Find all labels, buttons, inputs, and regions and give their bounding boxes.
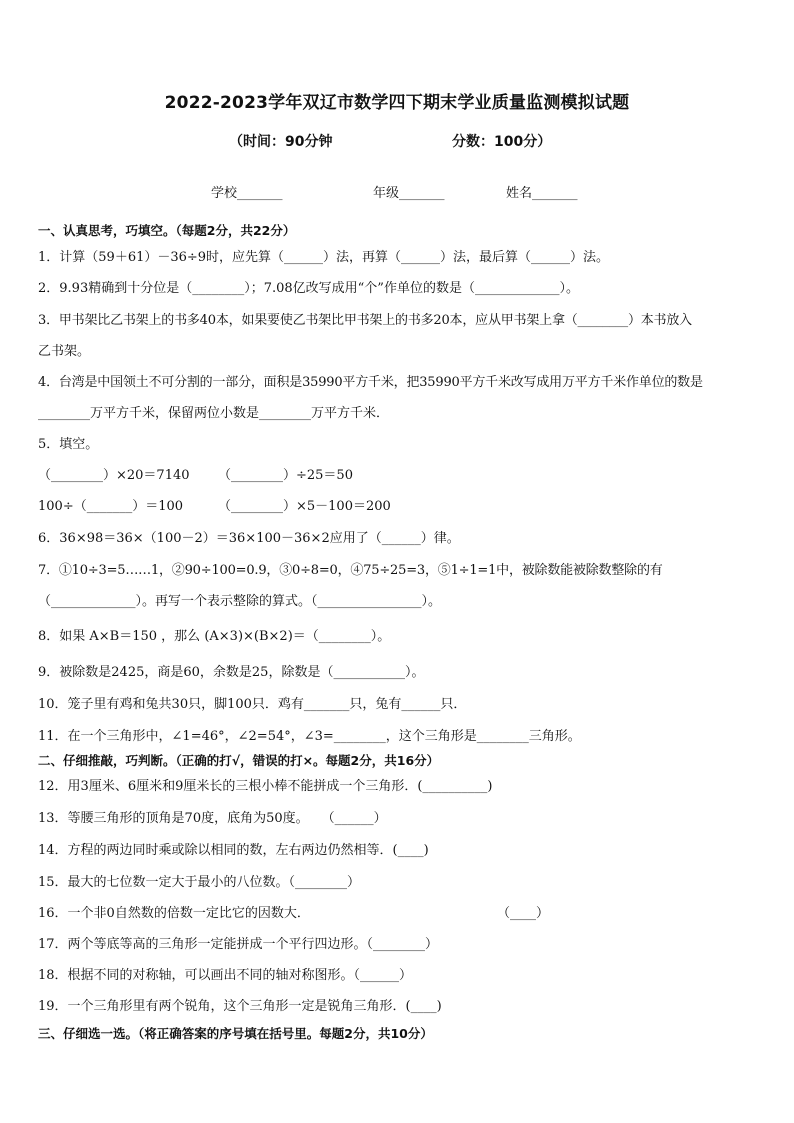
section-3-heading: 三、仔细选一选。（将正确答案的序号填在括号里。每题2分，共10分） (38, 1026, 433, 1041)
question-7: 7．①10÷3=5……1，②90÷100=0.9，③0÷8=0，④75÷25=3，⑤1÷1=1中，被除数能被除数整除的有 (38, 563, 663, 578)
question-5-item-2: （________）÷25＝50 (218, 468, 353, 483)
question-13: 13．等腰三角形的顶角是70度，底角为50度。 （______） (38, 811, 387, 826)
exam-time: （时间：90分钟 (229, 134, 333, 150)
question-6: 6．36×98＝36×（100－2）＝36×100－36×2应用了（______）律。 (38, 531, 460, 546)
exam-title: 2022-2023学年双辽市数学四下期末学业质量监测模拟试题 (164, 93, 630, 113)
exam-score: 分数：100分） (452, 134, 552, 150)
question-12: 12．用3厘米、6厘米和9厘米长的三根小棒不能拼成一个三角形．(__________) (38, 779, 493, 794)
question-11: 11．在一个三角形中，∠1=46°，∠2=54°，∠3=________，这个三角形是________三角形。 (38, 729, 581, 744)
question-18: 18．根据不同的对称轴，可以画出不同的轴对称图形。（______） (38, 968, 413, 983)
grade-field: 年级_______ (373, 186, 445, 201)
question-3-cont: 乙书架。 (38, 344, 91, 359)
question-5-item-3: 100÷（_______）＝100 (38, 499, 184, 514)
question-4-cont: ________万平方千米，保留两位小数是________万平方千米． (38, 406, 390, 421)
question-16-answer: （____） (497, 906, 550, 921)
question-4: 4．台湾是中国领土不可分割的一部分，面积是35990平方千米，把35990平方千米改写成用万平方千米作单位的数是 (38, 375, 703, 390)
section-2-heading: 二、仔细推敲，巧判断。（正确的打√，错误的打×。每题2分，共16分） (38, 753, 440, 768)
question-19: 19．一个三角形里有两个锐角，这个三角形一定是锐角三角形．(____) (38, 999, 442, 1014)
name-field: 姓名_______ (506, 186, 578, 201)
question-2: 2．9.93精确到十分位是（________）；7.08亿改写成用“个”作单位的数是（_____________）。 (38, 281, 579, 296)
question-9: 9．被除数是2425，商是60，余数是25，除数是（___________）。 (38, 665, 425, 680)
question-16: 16．一个非0自然数的倍数一定比它的因数大． (38, 906, 310, 921)
question-14: 14．方程的两边同时乘或除以相同的数，左右两边仍然相等．(____) (38, 843, 429, 858)
school-field: 学校_______ (211, 186, 283, 201)
question-3: 3．甲书架比乙书架上的书多40本，如果要使乙书架比甲书架上的书多20本，应从甲书架上拿（________）本书放入 (38, 313, 692, 328)
question-8: 8．如果 A×B＝150 ，那么 (A×3)×(B×2)＝（________）。 (38, 629, 391, 644)
question-17: 17．两个等底等高的三角形一定能拼成一个平行四边形。（________） (38, 937, 439, 952)
question-1: 1．计算（59＋61）－36÷9时，应先算（______）法，再算（______）法，最后算（______）法。 (38, 250, 610, 265)
question-15: 15．最大的七位数一定大于最小的八位数。（________） (38, 875, 361, 890)
question-5-item-1: （________）×20＝7140 (38, 468, 190, 483)
section-1-heading: 一、认真思考，巧填空。（每题2分，共22分） (38, 223, 296, 238)
question-5: 5．填空。 (38, 437, 99, 452)
question-10: 10．笼子里有鸡和兔共30只，脚100只．鸡有_______只，兔有______只． (38, 697, 467, 712)
question-5-item-4: （________）×5－100＝200 (218, 499, 391, 514)
question-7-cont: （_____________）。再写一个表示整除的算式。（________________）。 (38, 594, 442, 609)
